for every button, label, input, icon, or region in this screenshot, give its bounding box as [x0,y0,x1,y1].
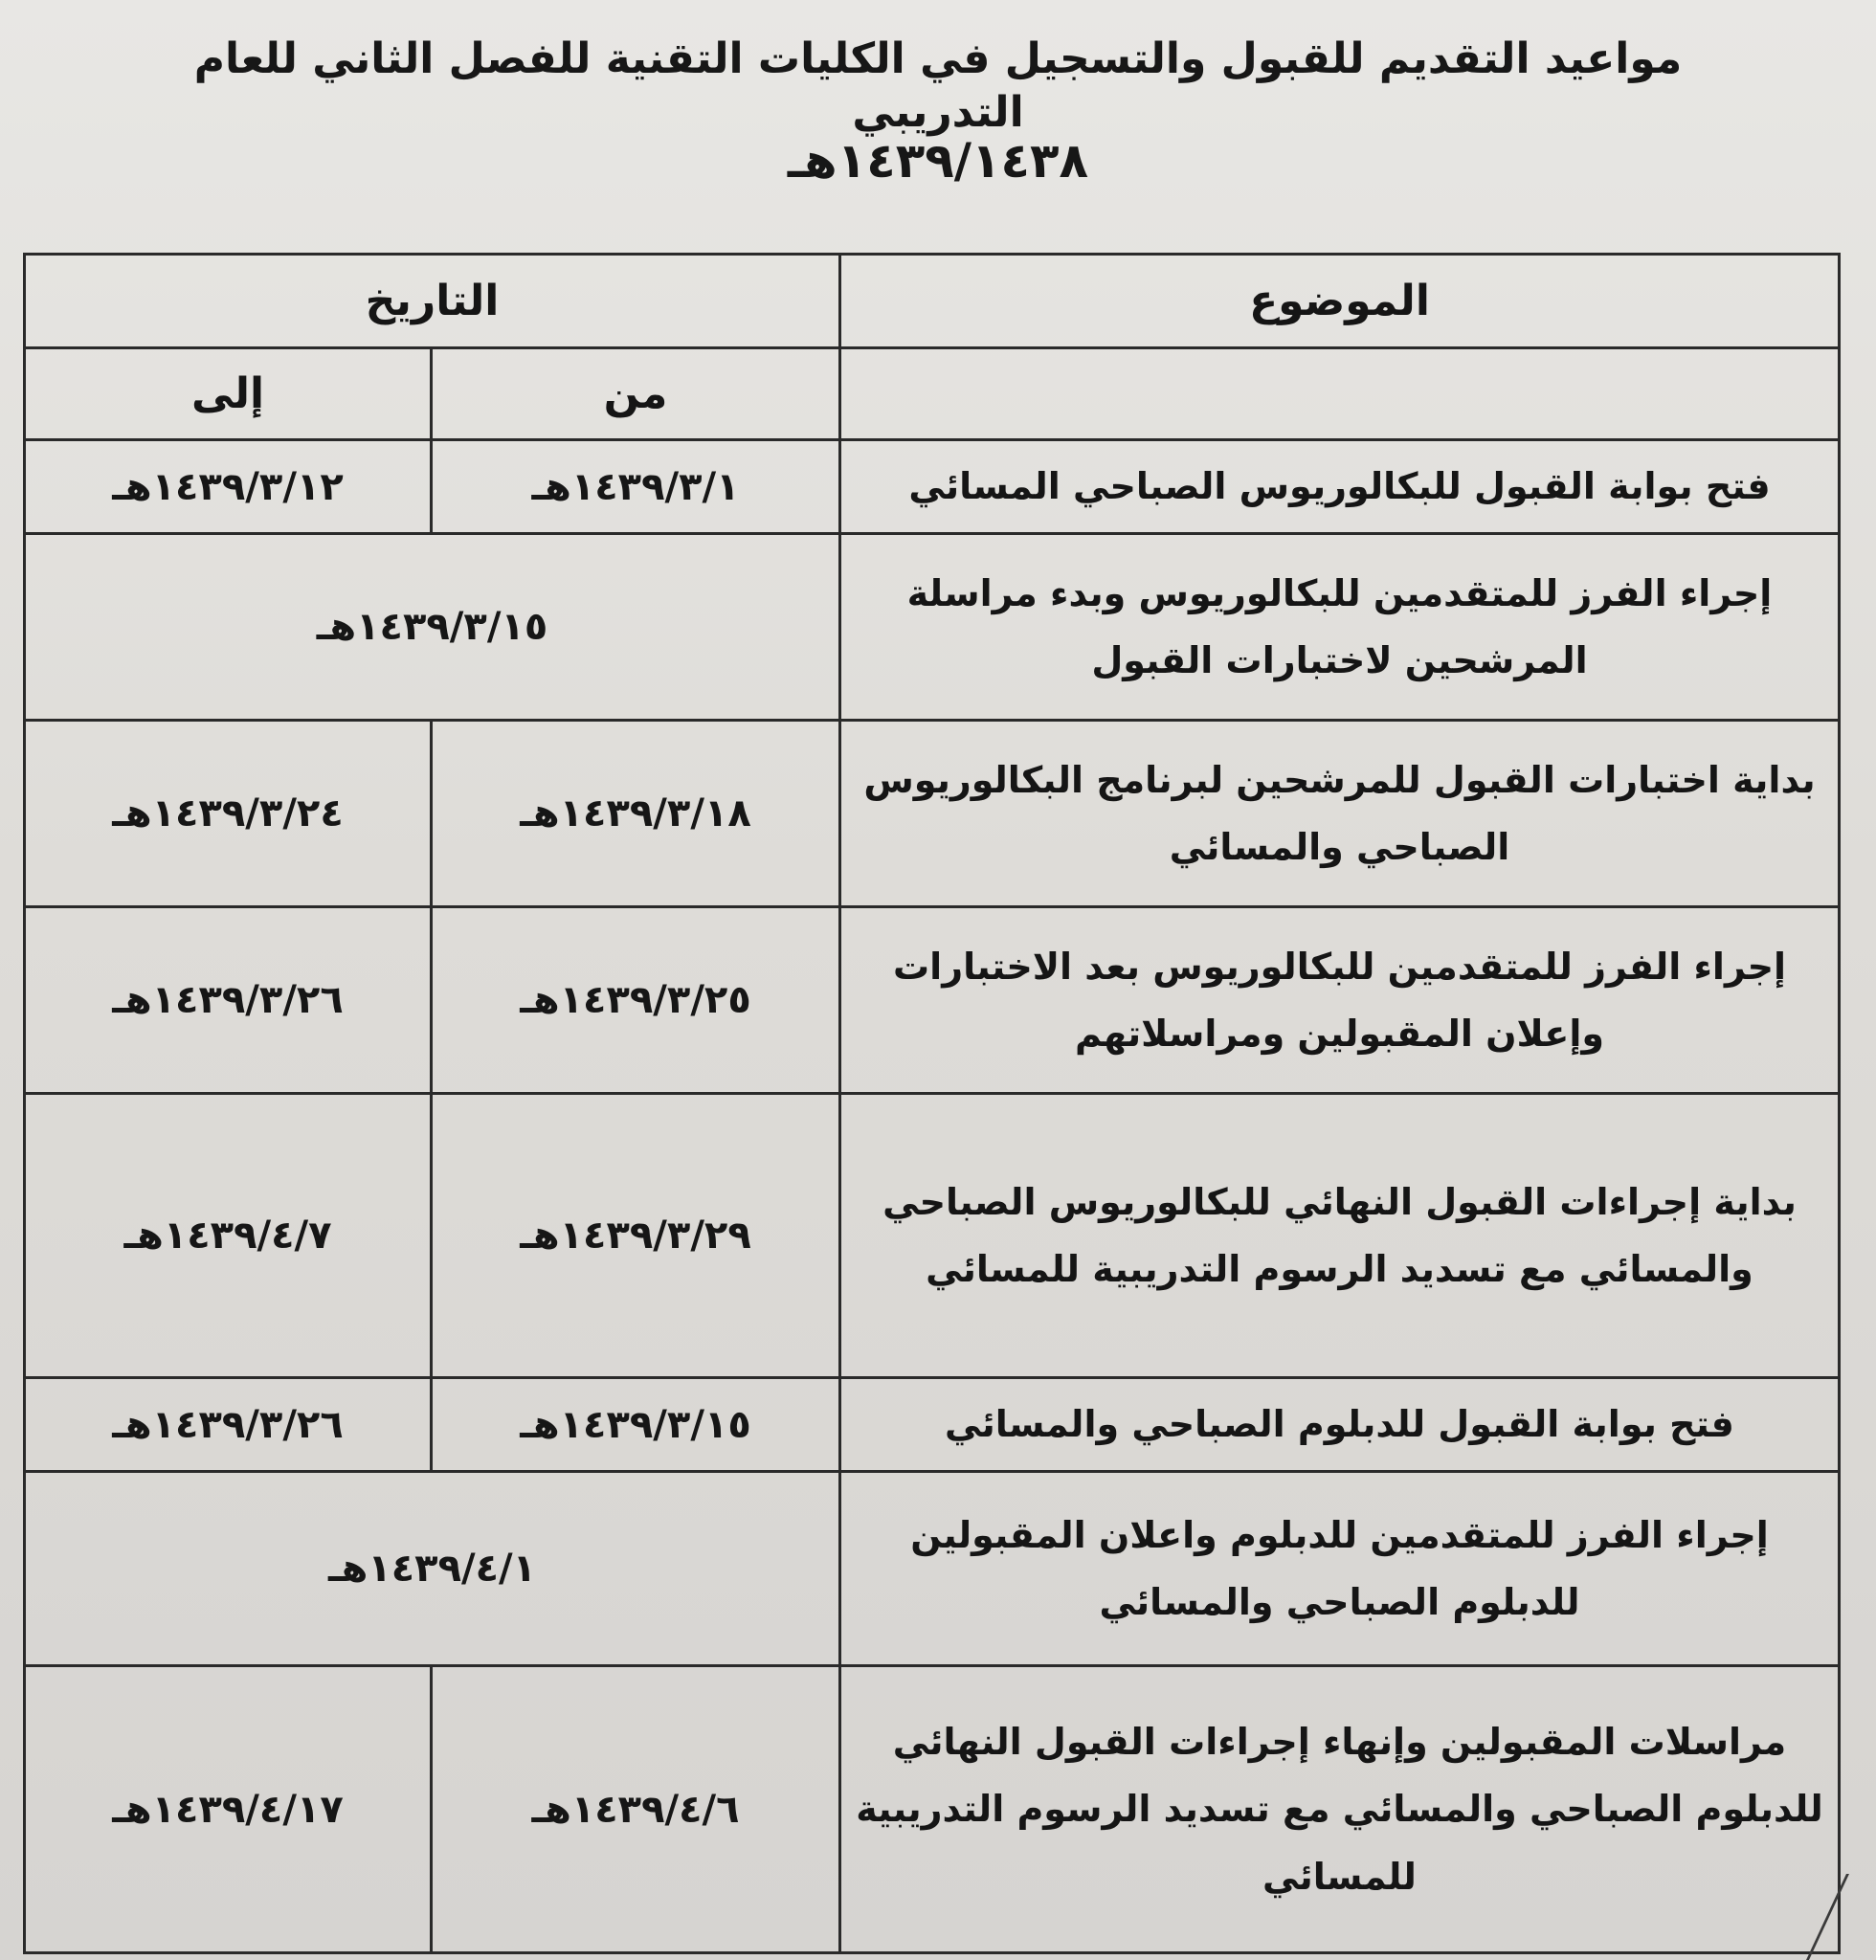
table-row [25,1666,1840,1953]
document-year: ١٤٣٩/١٤٣٨هـ [787,133,1089,189]
header-empty [840,348,1840,440]
header-date: التاريخ [25,255,840,348]
table-row [25,907,1840,1094]
row-to-date: ١٤٣٩/٣/٢٤هـ [25,721,432,907]
header-topic: الموضوع [840,255,1840,348]
table-row [25,534,1840,721]
row-to-date: ١٤٣٩/٤/٧هـ [25,1094,432,1378]
row-from-date: ١٤٣٩/٣/١٥هـ [432,1378,840,1472]
row-topic: فتح بوابة القبول للبكالوريوس الصباحي المسائي [840,440,1840,534]
row-topic: بداية إجراءات القبول النهائي للبكالوريوس الصباحي والمسائي مع تسديد الرسوم التدريبية للمسائي [840,1094,1840,1378]
row-topic: إجراء الفرز للمتقدمين للبكالوريوس بعد الاختبارات وإعلان المقبولين ومراسلاتهم [840,907,1840,1094]
header-from: من [432,348,840,440]
row-topic: إجراء الفرز للمتقدمين للدبلوم واعلان المقبولين للدبلوم الصباحي والمسائي [840,1472,1840,1666]
row-date: ١٤٣٩/٣/١٥هـ [25,534,840,721]
table-row [25,440,1840,534]
row-from-date: ١٤٣٩/٣/١هـ [432,440,840,534]
document-title: مواعيد التقديم للقبول والتسجيل في الكليات التقنية للفصل الثاني للعام التدريبي [193,34,1683,137]
table-subheader-row [25,348,1840,440]
row-topic: فتح بوابة القبول للدبلوم الصباحي والمسائي [840,1378,1840,1472]
row-topic: مراسلات المقبولين وإنهاء إجراءات القبول النهائي للدبلوم الصباحي والمسائي مع تسديد الرسوم التدريبية للمسائي [840,1666,1840,1953]
row-date: ١٤٣٩/٤/١هـ [25,1472,840,1666]
table-row [25,1094,1840,1378]
row-from-date: ١٤٣٩/٣/٢٥هـ [432,907,840,1094]
row-to-date: ١٤٣٩/٤/١٧هـ [25,1666,432,1953]
row-from-date: ١٤٣٩/٣/٢٩هـ [432,1094,840,1378]
header-to: إلى [25,348,432,440]
row-to-date: ١٤٣٩/٣/٢٦هـ [25,1378,432,1472]
row-from-date: ١٤٣٩/٤/٦هـ [432,1666,840,1953]
row-to-date: ١٤٣٩/٣/٢٦هـ [25,907,432,1094]
table-row [25,721,1840,907]
table-row [25,1378,1840,1472]
row-from-date: ١٤٣٩/٣/١٨هـ [432,721,840,907]
row-to-date: ١٤٣٩/٣/١٢هـ [25,440,432,534]
row-topic: إجراء الفرز للمتقدمين للبكالوريوس وبدء مراسلة المرشحين لاختبارات القبول [840,534,1840,721]
row-topic: بداية اختبارات القبول للمرشحين لبرنامج البكالوريوس الصباحي والمسائي [840,721,1840,907]
table-header-row [25,255,1840,348]
schedule-table [23,253,1841,1954]
table-row [25,1472,1840,1666]
